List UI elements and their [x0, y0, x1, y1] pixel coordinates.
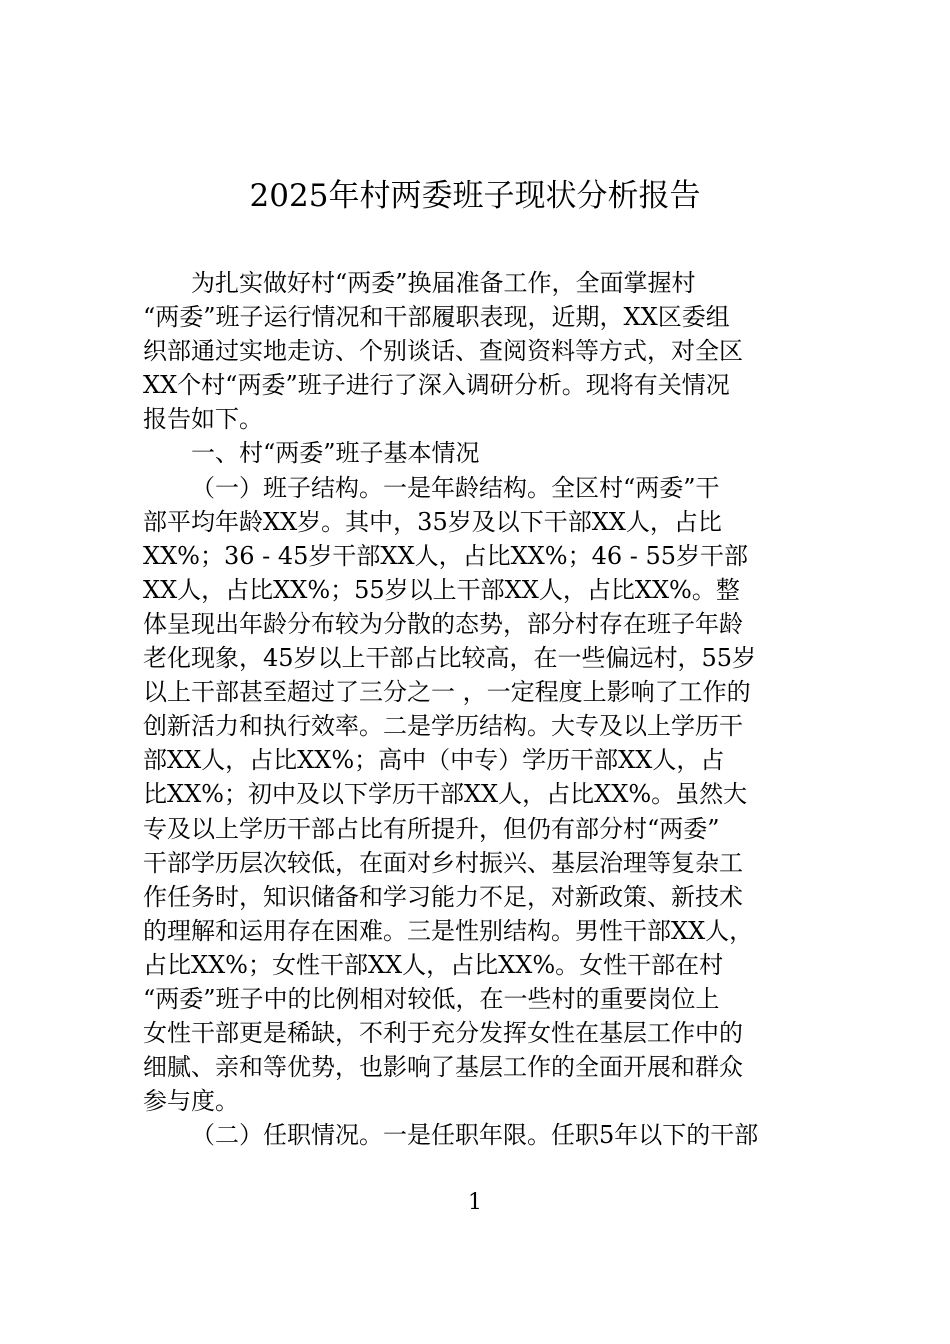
text-line: 老化现象，45岁以上干部占比较高，在一些偏远村，55岁 — [143, 644, 757, 673]
text-line: 细腻、亲和等优势，也影响了基层工作的全面开展和群众 — [143, 1053, 743, 1082]
text-line: 专及以上学历干部占比有所提升，但仍有部分村“两委” — [143, 814, 720, 843]
text-line: （二）任职情况。一是任职年限。任职5年以下的干部 — [191, 1121, 759, 1150]
text-line: 作任务时，知识储备和学习能力不足，对新政策、新技术 — [143, 882, 743, 911]
paragraph-tenure — [143, 1118, 807, 1152]
text-line: 一、村“两委”班子基本情况 — [191, 439, 480, 468]
page-number: 1 — [468, 1190, 482, 1215]
text-line: 体呈现出年龄分布较为分散的态势，部分村存在班子年龄 — [143, 609, 743, 638]
text-line: （一）班子结构。一是年龄结构。全区村“两委”干 — [191, 473, 720, 502]
text-line: 女性干部更是稀缺，不利于充分发挥女性在基层工作中的 — [143, 1019, 743, 1048]
text-line: XX%；36 - 45岁干部XX人，占比XX%；46 - 55岁干部 — [143, 541, 749, 570]
text-line: XX个村“两委”班子进行了深入调研分析。现将有关情况 — [143, 371, 730, 400]
document-body — [143, 266, 807, 1152]
text-line: 部平均年龄XX岁。其中，35岁及以下干部XX人，占比 — [143, 507, 722, 536]
text-line: 部XX人，占比XX%；高中（中专）学历干部XX人，占 — [143, 746, 725, 775]
text-line: 的理解和运用存在困难。三是性别结构。男性干部XX人， — [143, 916, 754, 945]
text-line: 织部通过实地走访、个别谈话、查阅资料等方式，对全区 — [143, 337, 743, 366]
text-line: 创新活力和执行效率。二是学历结构。大专及以上学历干 — [143, 712, 743, 741]
document-title: 2025年村两委班子现状分析报告 — [249, 178, 701, 214]
text-line: “两委”班子中的比例相对较低，在一些村的重要岗位上 — [143, 984, 720, 1013]
text-line: XX人，占比XX%；55岁以上干部XX人，占比XX%。整 — [143, 575, 740, 604]
text-line: 以上干部甚至超过了三分之一 ，一定程度上影响了工作的 — [143, 678, 751, 707]
text-line: 占比XX%；女性干部XX人，占比XX%。女性干部在村 — [143, 950, 724, 979]
text-line: 为扎实做好村“两委”换届准备工作，全面掌握村 — [191, 269, 696, 297]
paragraph-structure — [143, 471, 807, 1119]
paragraph-intro — [143, 266, 807, 436]
text-line: 报告如下。 — [143, 405, 263, 434]
text-line: “两委”班子运行情况和干部履职表现，近期，XX区委组 — [143, 303, 730, 332]
text-line: 干部学历层次较低，在面对乡村振兴、基层治理等复杂工 — [143, 848, 743, 877]
text-line: 比XX%；初中及以下学历干部XX人，占比XX%。虽然大 — [143, 780, 748, 809]
text-line: 参与度。 — [143, 1087, 239, 1116]
section-heading — [143, 436, 807, 470]
